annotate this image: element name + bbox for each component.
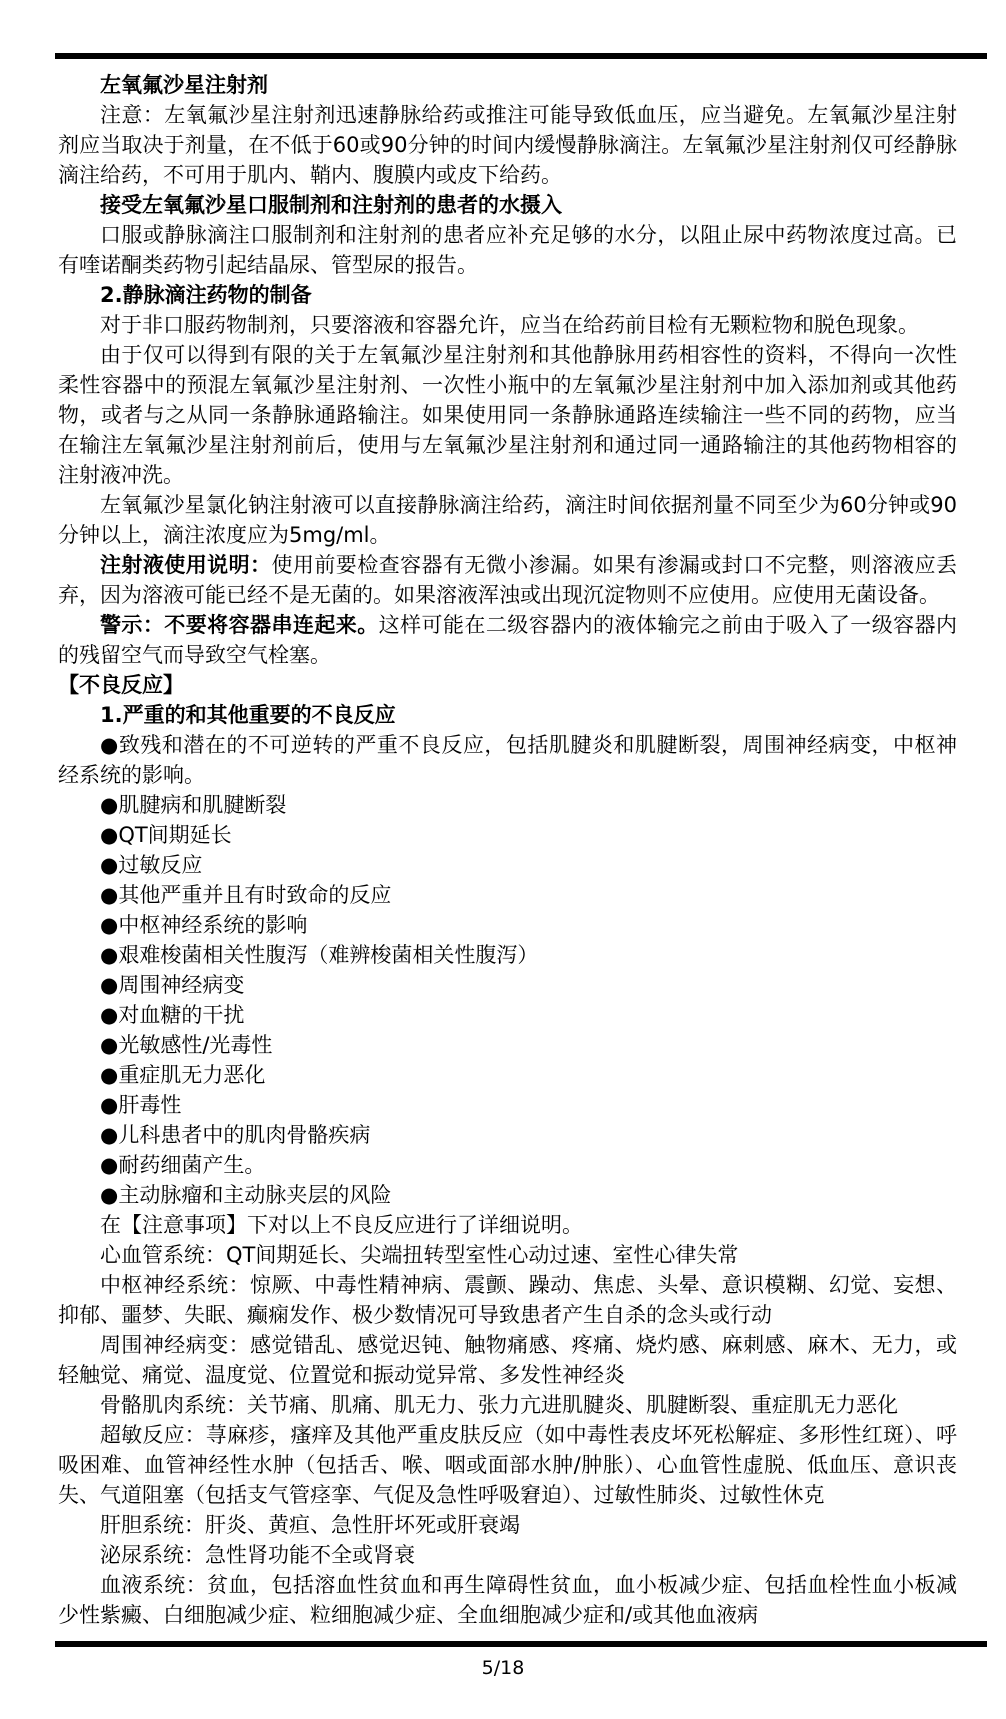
paragraph bbox=[58, 1270, 957, 1330]
paragraph bbox=[58, 1510, 957, 1540]
bullet-icon: ● bbox=[100, 733, 119, 757]
paragraph bbox=[58, 490, 957, 550]
sub-heading bbox=[58, 70, 957, 100]
text-run: 接受左氧氟沙星口服制剂和注射剂的患者的水摄入 bbox=[100, 193, 562, 217]
paragraph bbox=[58, 1540, 957, 1570]
text-run: 耐药细菌产生。 bbox=[118, 1153, 266, 1177]
bullet-item bbox=[58, 1120, 957, 1150]
text-run: 左氧氟沙星注射剂 bbox=[100, 73, 268, 97]
section-heading bbox=[58, 670, 957, 700]
text-run: 中枢神经系统：惊厥、中毒性精神病、震颤、躁动、焦虑、头晕、意识模糊、幻觉、妄想、抑郁、噩梦、失眠、癫痫发作、极少数情况可导致患者产生自杀的念头或行动 bbox=[58, 1273, 957, 1327]
text-run: 主动脉瘤和主动脉夹层的风险 bbox=[118, 1183, 392, 1207]
text-run: 肝胆系统：肝炎、黄疸、急性肝坏死或肝衰竭 bbox=[100, 1513, 520, 1537]
bullet-icon: ● bbox=[100, 1033, 119, 1057]
text-run: 泌尿系统：急性肾功能不全或肾衰 bbox=[100, 1543, 415, 1567]
text-run: 注意：左氧氟沙星注射剂迅速静脉给药或推注可能导致低血压，应当避免。左氧氟沙星注射剂应当取决于剂量，在不低于60或90分钟的时间内缓慢静脉滴注。左氧氟沙星注射剂仅可经静脉滴注给药，不可用于肌内、鞘内、腹膜内或皮下给药。 bbox=[58, 103, 957, 187]
paragraph bbox=[58, 1570, 957, 1630]
text-run: 儿科患者中的肌肉骨骼疾病 bbox=[118, 1123, 371, 1147]
bullet-icon: ● bbox=[100, 913, 119, 937]
text-run: 这样可能在二级容器内的液体输完之前由于吸入了一级容器内的残留空气而导致空气栓塞。 bbox=[58, 613, 957, 667]
text-run: 口服或静脉滴注口服制剂和注射剂的患者应补充足够的水分，以阻止尿中药物浓度过高。已有喹诺酮类药物引起结晶尿、管型尿的报告。 bbox=[58, 223, 957, 277]
bullet-icon: ● bbox=[100, 823, 119, 847]
text-run: 2.静脉滴注药物的制备 bbox=[100, 283, 312, 307]
bullet-icon: ● bbox=[100, 1003, 119, 1027]
text-run: 重症肌无力恶化 bbox=[118, 1063, 266, 1087]
top-rule bbox=[55, 53, 987, 59]
text-run: 其他严重并且有时致命的反应 bbox=[118, 883, 392, 907]
text-run: 在【注意事项】下对以上不良反应进行了详细说明。 bbox=[100, 1213, 583, 1237]
text-run: 周围神经病变 bbox=[118, 973, 245, 997]
paragraph bbox=[58, 1420, 957, 1510]
paragraph bbox=[58, 1390, 957, 1420]
paragraph bbox=[58, 1240, 957, 1270]
paragraph bbox=[58, 310, 957, 340]
bullet-icon: ● bbox=[100, 973, 119, 997]
paragraph bbox=[58, 610, 957, 670]
text-run: 致残和潜在的不可逆转的严重不良反应，包括肌腱炎和肌腱断裂，周围神经病变，中枢神经系统的影响。 bbox=[58, 733, 957, 787]
text-run: 心血管系统：QT间期延长、尖端扭转型室性心动过速、室性心律失常 bbox=[100, 1243, 739, 1267]
text-run: 过敏反应 bbox=[118, 853, 203, 877]
page-number: 5/18 bbox=[481, 1657, 525, 1679]
text-run: 骨骼肌肉系统：关节痛、肌痛、肌无力、张力亢进肌腱炎、肌腱断裂、重症肌无力恶化 bbox=[100, 1393, 898, 1417]
text-run: 肌腱病和肌腱断裂 bbox=[118, 793, 287, 817]
bullet-item bbox=[58, 1150, 957, 1180]
bullet-item bbox=[58, 850, 957, 880]
text-run: QT间期延长 bbox=[118, 823, 232, 847]
text-run: 周围神经病变：感觉错乱、感觉迟钝、触物痛感、疼痛、烧灼感、麻刺感、麻木、无力，或轻触觉、痛觉、温度觉、位置觉和振动觉异常、多发性神经炎 bbox=[58, 1333, 957, 1387]
sub-heading bbox=[58, 190, 957, 220]
bullet-item bbox=[58, 730, 957, 790]
text-run: 光敏感性/光毒性 bbox=[118, 1033, 273, 1057]
text-run: 注射液使用说明： bbox=[100, 553, 272, 577]
document-body bbox=[58, 70, 957, 1641]
text-run: 超敏反应：荨麻疹，瘙痒及其他严重皮肤反应（如中毒性表皮坏死松解症、多形性红斑）、呼吸困难、血管神经性水肿（包括舌、喉、咽或面部水肿/肿胀）、心血管性虚脱、低血压、意识丧失、气道阻塞（包括支气管痉挛、气促及急性呼吸窘迫）、过敏性肺炎、过敏性休克 bbox=[58, 1423, 957, 1507]
paragraph bbox=[58, 1330, 957, 1390]
bullet-item bbox=[58, 790, 957, 820]
bullet-item bbox=[58, 940, 957, 970]
bottom-rule bbox=[55, 1641, 987, 1647]
bullet-icon: ● bbox=[100, 1093, 119, 1117]
text-run: 艰难梭菌相关性腹泻（难辨梭菌相关性腹泻） bbox=[118, 943, 539, 967]
bullet-item bbox=[58, 1000, 957, 1030]
text-run: 血液系统：贫血，包括溶血性贫血和再生障碍性贫血，血小板减少症、包括血栓性血小板减少性紫癜、白细胞减少症、粒细胞减少症、全血细胞减少症和/或其他血液病 bbox=[58, 1573, 957, 1627]
bullet-item bbox=[58, 910, 957, 940]
bullet-item bbox=[58, 1060, 957, 1090]
bullet-item bbox=[58, 1090, 957, 1120]
bullet-item bbox=[58, 880, 957, 910]
bullet-icon: ● bbox=[100, 883, 119, 907]
bullet-icon: ● bbox=[100, 1123, 119, 1147]
bullet-item bbox=[58, 1030, 957, 1060]
bullet-item bbox=[58, 1180, 957, 1210]
bullet-icon: ● bbox=[100, 1063, 119, 1087]
text-run: 肝毒性 bbox=[118, 1093, 182, 1117]
sub-heading bbox=[58, 700, 957, 730]
text-run: 由于仅可以得到有限的关于左氧氟沙星注射剂和其他静脉用药相容性的资料，不得向一次性柔性容器中的预混左氧氟沙星注射剂、一次性小瓶中的左氧氟沙星注射剂中加入添加剂或其他药物，或者与之从同一条静脉通路输注。如果使用同一条静脉通路连续输注一些不同的药物，应当在输注左氧氟沙星注射剂前后，使用与左氧氟沙星注射剂和通过同一通路输注的其他药物相容的注射液冲洗。 bbox=[58, 343, 957, 487]
text-run: 警示：不要将容器串连起来。 bbox=[100, 613, 379, 637]
text-run: 使用前要检查容器有无微小渗漏。如果有渗漏或封口不完整，则溶液应丢弃，因为溶液可能已经不是无菌的。如果溶液浑浊或出现沉淀物则不应使用。应使用无菌设备。 bbox=[58, 553, 957, 607]
paragraph bbox=[58, 220, 957, 280]
text-run: 中枢神经系统的影响 bbox=[118, 913, 308, 937]
bullet-item bbox=[58, 820, 957, 850]
bullet-icon: ● bbox=[100, 1153, 119, 1177]
text-run: 对血糖的干扰 bbox=[118, 1003, 245, 1027]
bullet-item bbox=[58, 970, 957, 1000]
text-run: 左氧氟沙星氯化钠注射液可以直接静脉滴注给药，滴注时间依据剂量不同至少为60分钟或90分钟以上，滴注浓度应为5mg/ml。 bbox=[58, 493, 957, 547]
paragraph bbox=[58, 100, 957, 190]
bullet-icon: ● bbox=[100, 1183, 119, 1207]
bullet-icon: ● bbox=[100, 943, 119, 967]
sub-heading bbox=[58, 280, 957, 310]
bullet-icon: ● bbox=[100, 793, 119, 817]
paragraph bbox=[58, 550, 957, 610]
text-run: 【不良反应】 bbox=[58, 673, 184, 697]
text-run: 对于非口服药物制剂，只要溶液和容器允许，应当在给药前目检有无颗粒物和脱色现象。 bbox=[100, 313, 919, 337]
bullet-icon: ● bbox=[100, 853, 119, 877]
paragraph bbox=[58, 340, 957, 490]
paragraph bbox=[58, 1210, 957, 1240]
text-run: 1.严重的和其他重要的不良反应 bbox=[100, 703, 396, 727]
